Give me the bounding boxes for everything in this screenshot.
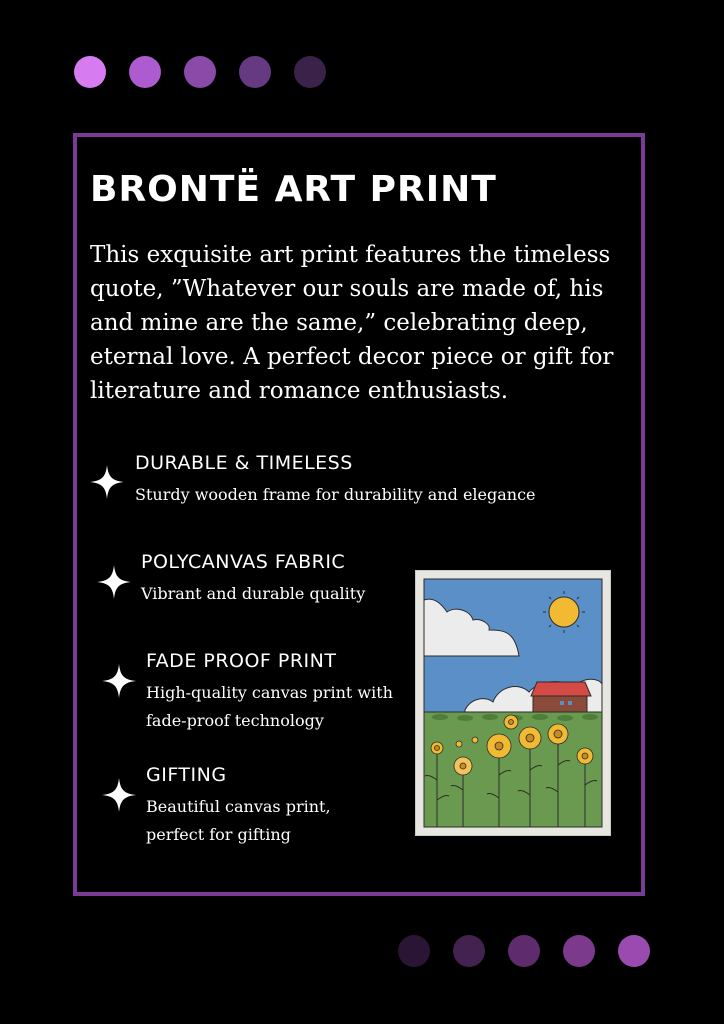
decor-dot xyxy=(239,56,271,88)
decor-dot xyxy=(129,56,161,88)
bottom-decorative-dots xyxy=(398,935,650,967)
sparkle-star-icon xyxy=(102,664,136,698)
feature-description: Beautiful canvas print, perfect for gifting xyxy=(146,797,331,844)
decor-dot xyxy=(563,935,595,967)
decor-dot xyxy=(294,56,326,88)
decor-dot xyxy=(398,935,430,967)
top-decorative-dots xyxy=(74,56,326,88)
decor-dot xyxy=(508,935,540,967)
art-print-image xyxy=(415,570,611,836)
product-description: This exquisite art print features the timeless quote, ”Whatever our souls are made of, his and mine are the same,” celebrating deep, eternal love. A perfect decor piece or gift for literature and romance enthusiasts. xyxy=(90,242,614,404)
feature-title: GIFTING xyxy=(146,764,227,786)
decor-dot xyxy=(74,56,106,88)
feature-description: Sturdy wooden frame for durability and elegance xyxy=(135,485,536,504)
feature-title: FADE PROOF PRINT xyxy=(146,650,337,672)
sparkle-star-icon xyxy=(90,465,124,499)
sparkle-star-icon xyxy=(97,565,131,599)
decor-dot xyxy=(618,935,650,967)
decor-dot xyxy=(453,935,485,967)
feature-title: DURABLE & TIMELESS xyxy=(135,452,353,474)
feature-description: High-quality canvas print with fade-proof technology xyxy=(146,683,393,730)
product-title: BRONTË ART PRINT xyxy=(90,169,497,210)
feature-title: POLYCANVAS FABRIC xyxy=(141,551,346,573)
decor-dot xyxy=(184,56,216,88)
feature-description: Vibrant and durable quality xyxy=(141,584,366,603)
sparkle-star-icon xyxy=(102,778,136,812)
sun-shape xyxy=(543,591,585,633)
